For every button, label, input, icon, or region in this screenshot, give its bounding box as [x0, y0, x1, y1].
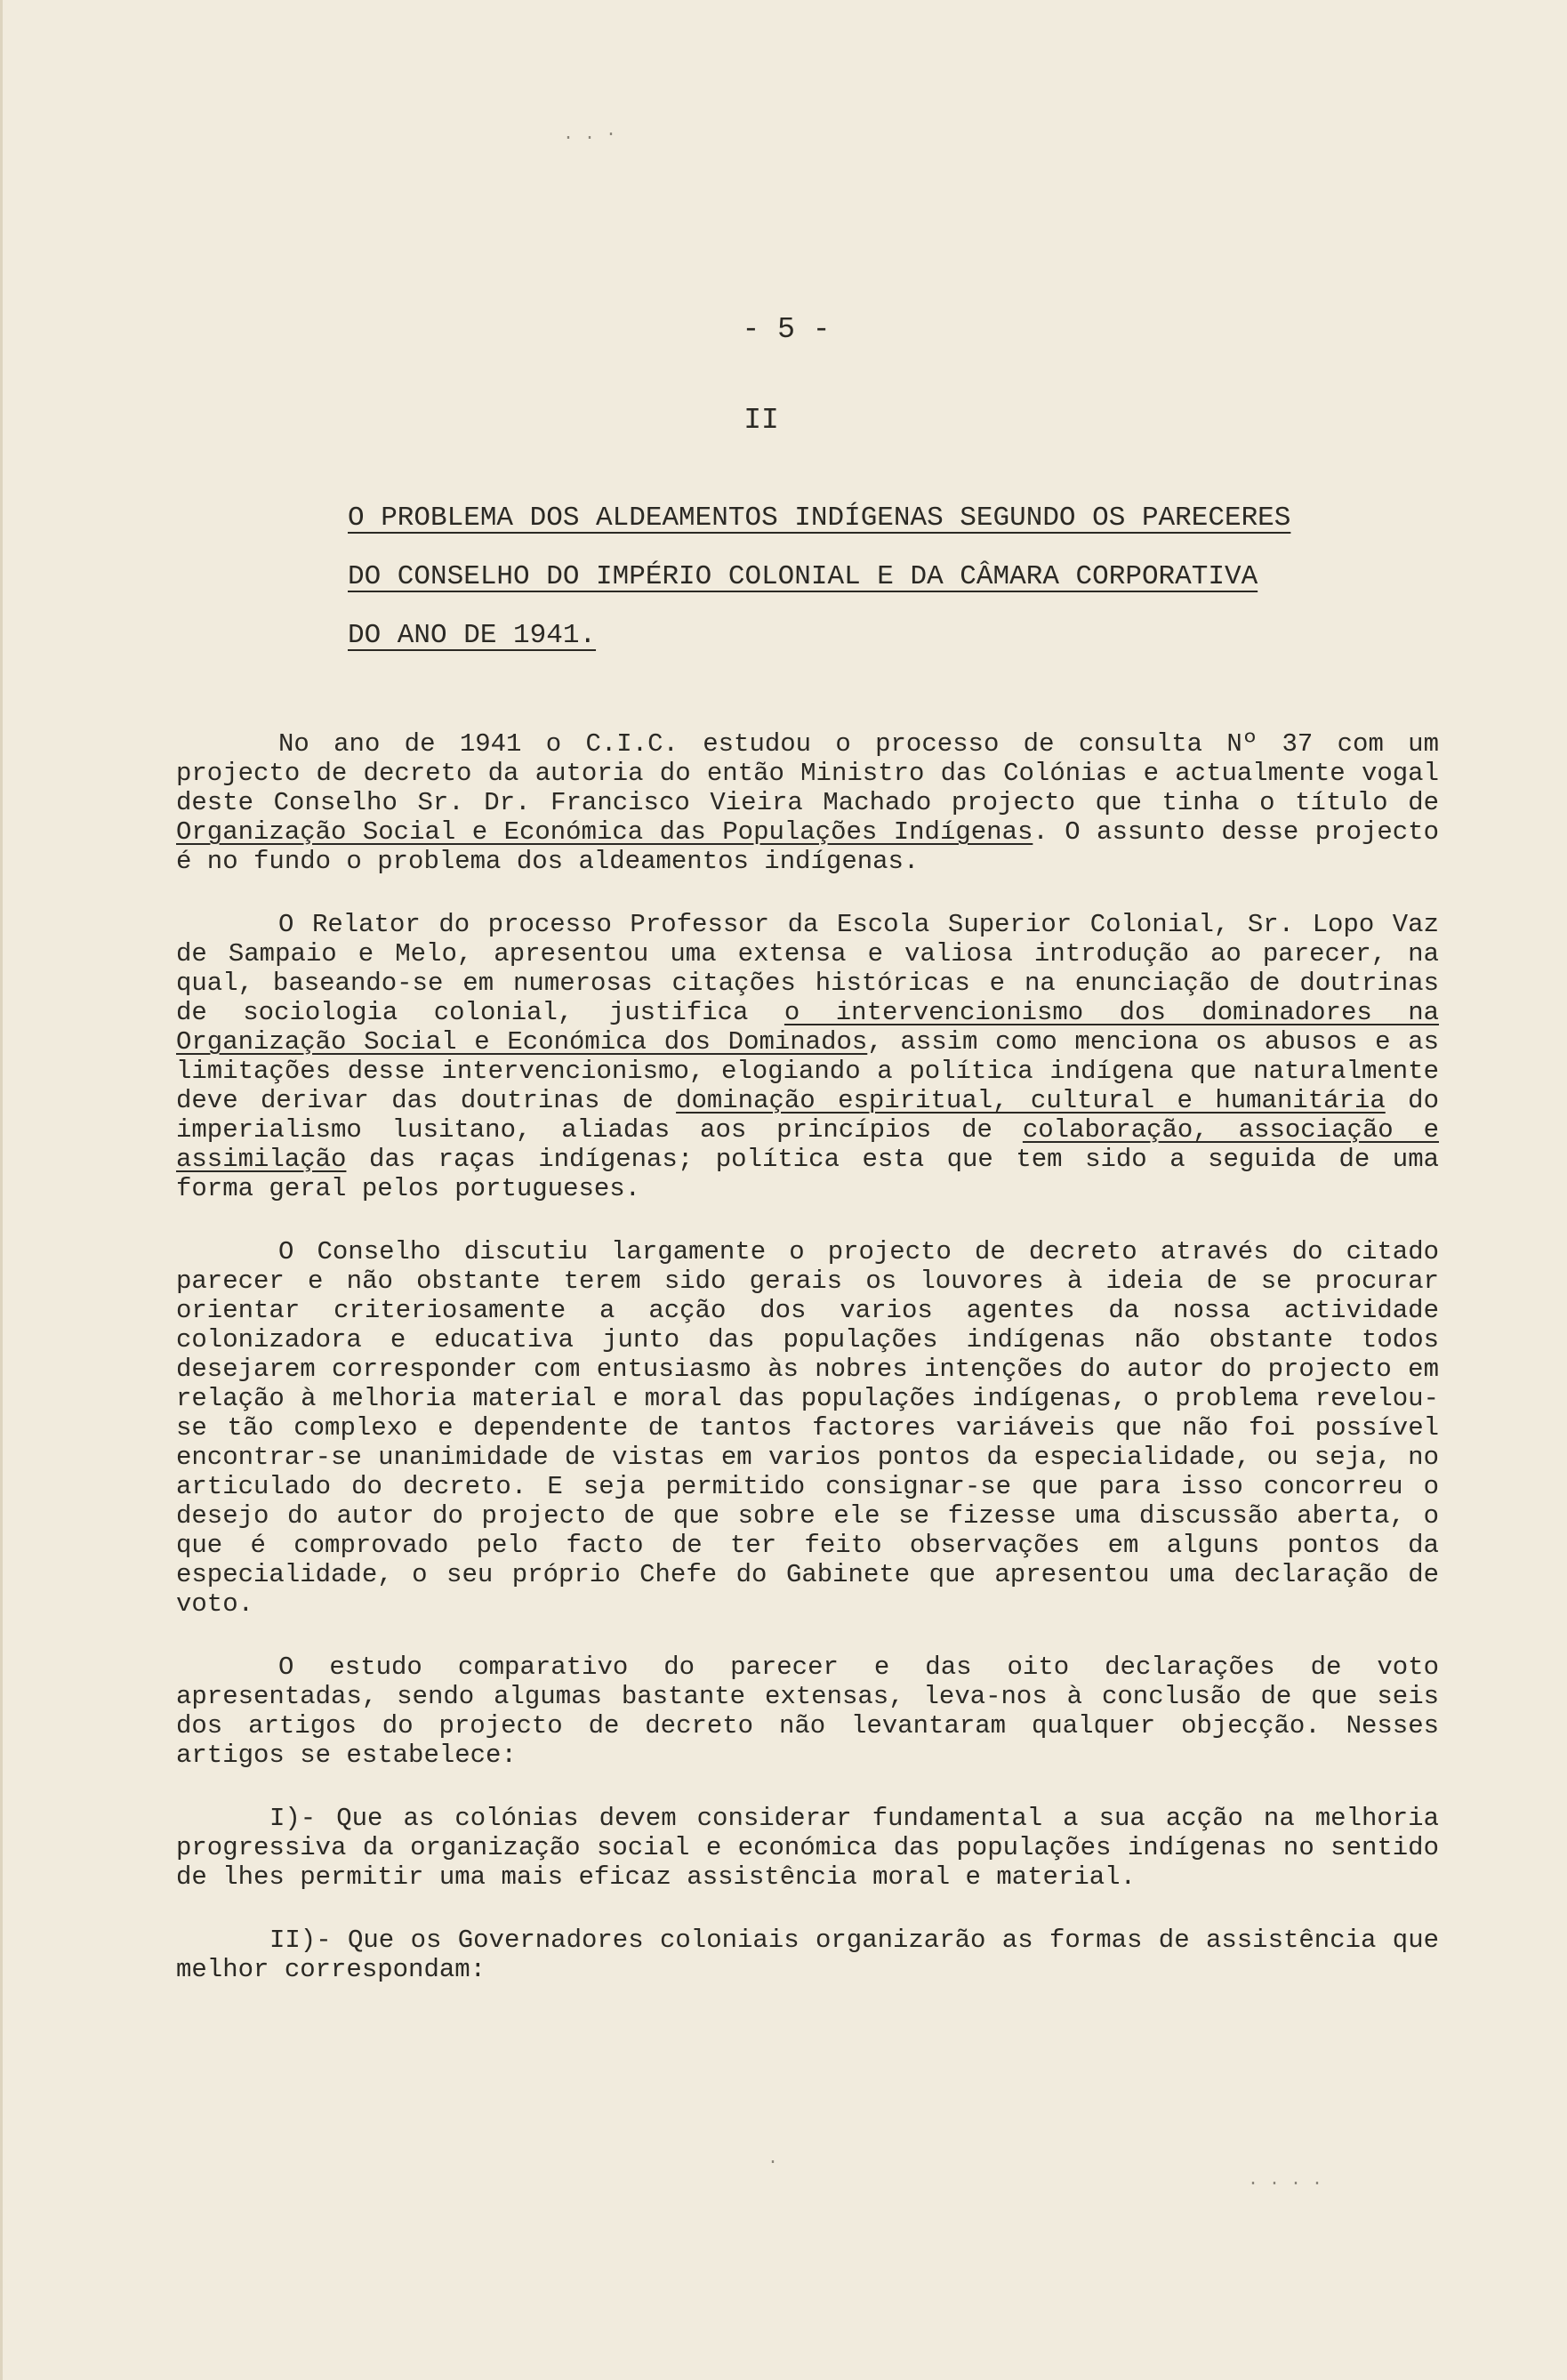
paragraph-2-underlined-1: o intervencionismo dos dominadores na Organização Social e Económica dos Dominados	[176, 998, 1440, 1057]
section-numeral: II	[743, 404, 779, 437]
paragraph-2-text-a: O Relator do processo Professor da Escola Superior Colonial, Sr. Lopo Vaz de Sampaio e Melo, apresentou uma extensa e valiosa introdução ao parecer, na qual, baseando-se em numerosas citações históricas e na enunciação de doutrinas de sociologia colonial, justifica	[176, 910, 1439, 1027]
paragraph-1-text-b: . O assunto desse projecto é no fundo o problema dos aldeamentos indígenas.	[176, 817, 1439, 876]
section-title	[348, 489, 1379, 665]
list-item-1: I)- Que as colónias devem considerar fundamental a sua acção na melhoria progressiva da organização social e económica das populações indígenas no sentido de lhes permitir uma mais eficaz assistência moral e material.	[176, 1804, 1439, 1892]
paragraph-1	[176, 729, 1439, 876]
paragraph-2-underlined-3: colaboração, associação e assimilação	[176, 1115, 1439, 1174]
paper-speck: . . . .	[1248, 2170, 1323, 2191]
paragraph-1-underlined-title: Organização Social e Económica das Populações Indígenas	[176, 817, 1033, 847]
title-line-1: O PROBLEMA DOS ALDEAMENTOS INDÍGENAS SEGUNDO OS PARECERES	[348, 503, 1291, 534]
paragraph-4: O estudo comparativo do parecer e das oito declarações de voto apresentadas, sendo algumas bastante extensas, leva-nos à conclusão de que seis dos artigos do projecto de decreto não levantaram qualquer objecção. Nesses artigos se estabelece:	[176, 1652, 1439, 1770]
paragraph-3: O Conselho discutiu largamente o projecto de decreto através do citado parecer e não obstante terem sido gerais os louvores à ideia de se procurar orientar criteriosamente a acção dos varios agentes da nossa actividade colonizadora e educativa junto das populações indígenas não obstante todos desejarem corresponder com entusiasmo às nobres intenções do autor do projecto em relação à melhoria material e moral das populações indígenas, o problema revelou-se tão complexo e dependente de tantos factores variáveis que não foi possível encontrar-se unanimidade de vistas em varios pontos da especialidade, ou seja, no articulado do decreto. E seja permitido consignar-se que para isso concorreu o desejo do autor do projecto de que sobre ele se fizesse uma discussão aberta, o que é comprovado pelo facto de ter feito observações em alguns pontos da especialidade, o seu próprio Chefe do Gabinete que apresentou uma declaração de voto.	[176, 1237, 1439, 1619]
paragraph-2-text-d: das raças indígenas; política esta que tem sido a seguida de uma forma geral pelos portugueses.	[176, 1145, 1439, 1203]
paragraph-2-underlined-2: dominação espiritual, cultural e humanitária	[676, 1086, 1386, 1115]
list-item-2: II)- Que os Governadores coloniais organizarão as formas de assistência que melhor correspondam:	[176, 1926, 1439, 1984]
body-text	[176, 729, 1439, 2018]
title-line-3: DO ANO DE 1941.	[348, 620, 597, 651]
paragraph-2	[176, 910, 1439, 1203]
paper-speck: . . ·	[563, 125, 617, 145]
paper-speck: ·	[767, 2152, 779, 2173]
paragraph-1-text-a: No ano de 1941 o C.I.C. estudou o processo de consulta Nº 37 com um projecto de decreto da autoria do então Ministro das Colónias e actualmente vogal deste Conselho Sr. Dr. Francisco Vieira Machado projecto que tinha o título de	[176, 729, 1439, 817]
page-number: - 5 -	[742, 313, 831, 346]
paragraph-2-text-c: do imperialismo lusitano, aliadas aos princípios de	[176, 1086, 1439, 1145]
title-line-2: DO CONSELHO DO IMPÉRIO COLONIAL E DA CÂMARA CORPORATIVA	[348, 561, 1258, 592]
paragraph-2-text-b: , assim como menciona os abusos e as limitações desse intervencionismo, elogiando a política indígena que naturalmente deve derivar das doutrinas de	[176, 1027, 1439, 1115]
